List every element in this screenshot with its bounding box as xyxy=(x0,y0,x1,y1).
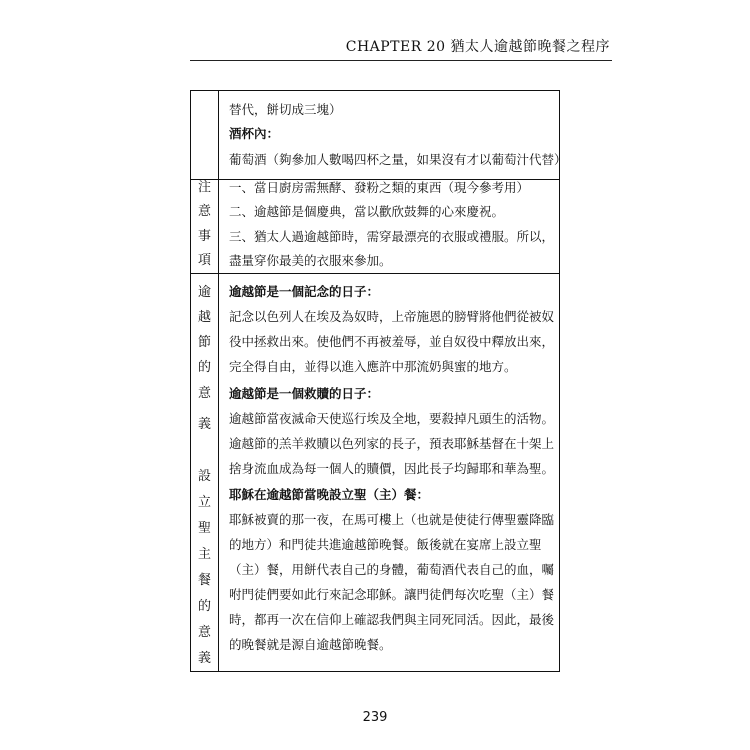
program-table xyxy=(190,90,567,672)
meaning-label-char: 的 xyxy=(197,599,211,614)
subheading: 耶穌在逾越節當晚設立聖（主）餐： xyxy=(229,487,430,502)
text-line: 時，都再一次在信仰上確認我們與主同死同活。因此，最後 xyxy=(229,612,555,627)
meaning-label-char: 越 xyxy=(197,310,211,325)
note-item: 一、當日廚房需無酵、發粉之類的東西（現今參考用） xyxy=(229,180,530,195)
meaning-label-char: 逾 xyxy=(197,285,211,300)
text-line: 葡萄酒（夠參加人數喝四杯之量，如果沒有才以葡萄汁代替） xyxy=(229,152,567,167)
meaning-label-char: 餐 xyxy=(197,573,211,588)
text-line: 完全得自由，並得以進入應許中那流奶與蜜的地方。 xyxy=(229,359,517,374)
notes-label-char: 事 xyxy=(197,229,211,244)
notes-label-char: 意 xyxy=(197,204,211,219)
text-line: 役中拯救出來。使他們不再被羞辱，並自奴役中釋放出來， xyxy=(229,334,555,349)
label-column-divider xyxy=(218,91,219,671)
row-divider-meaning xyxy=(191,273,559,274)
meaning-label-char: 意 xyxy=(197,386,211,401)
note-item: 二、逾越節是個慶典，當以歡欣鼓舞的心來慶祝。 xyxy=(229,204,505,219)
text-line: 耶穌被賣的那一夜，在馬可樓上（也就是使徒行傳聖靈降臨 xyxy=(229,512,555,527)
meaning-label-char: 意 xyxy=(197,625,211,640)
meaning-label-char: 立 xyxy=(197,495,211,510)
text-line: 逾越節的羔羊救贖以色列家的長子，預表耶穌基督在十架上 xyxy=(229,436,555,451)
chapter-header: CHAPTER 20 猶太人逾越節晚餐之程序 xyxy=(345,39,610,55)
text-line: 替代，餅切成三塊） xyxy=(229,102,342,117)
text-line: 記念以色列人在埃及為奴時，上帝施恩的膀臂將他們從被奴 xyxy=(229,309,555,324)
text-line: 的晚餐就是源自逾越節晚餐。 xyxy=(229,637,392,652)
text-line: 逾越節當夜滅命天使巡行埃及全地，要殺掉凡頭生的活物。 xyxy=(229,411,555,426)
text-line: 的地方）和門徒共進逾越節晚餐。飯後就在宴席上設立聖 xyxy=(229,537,542,552)
text-line: 咐門徒們要如此行來記念耶穌。讓門徒們每次吃聖（主）餐 xyxy=(229,587,555,602)
text-line: （主）餐，用餅代表自己的身體，葡萄酒代表自己的血，囑 xyxy=(229,562,555,577)
meaning-label-char: 義 xyxy=(197,417,211,432)
meaning-label-char: 節 xyxy=(197,335,211,350)
subheading: 酒杯內： xyxy=(229,126,280,141)
note-item: 盡量穿你最美的衣服來參加。 xyxy=(229,253,392,268)
text-line: 捨身流血成為每一個人的贖價，因此長子均歸耶和華為聖。 xyxy=(229,461,555,476)
note-item: 三、猶太人過逾越節時，需穿最漂亮的衣服或禮服。所以， xyxy=(229,229,555,244)
subheading: 逾越節是一個記念的日子： xyxy=(229,284,380,299)
notes-label-char: 項 xyxy=(197,253,211,268)
subheading: 逾越節是一個救贖的日子： xyxy=(229,386,380,401)
meaning-label-char: 的 xyxy=(197,360,211,375)
meaning-label-char: 聖 xyxy=(197,521,211,536)
header-rule xyxy=(190,60,612,61)
notes-label-char: 注 xyxy=(197,180,211,195)
meaning-label-char: 義 xyxy=(197,651,211,666)
meaning-label-char: 設 xyxy=(197,469,211,484)
page-number: 239 xyxy=(362,710,388,725)
meaning-label-char: 主 xyxy=(197,547,211,562)
